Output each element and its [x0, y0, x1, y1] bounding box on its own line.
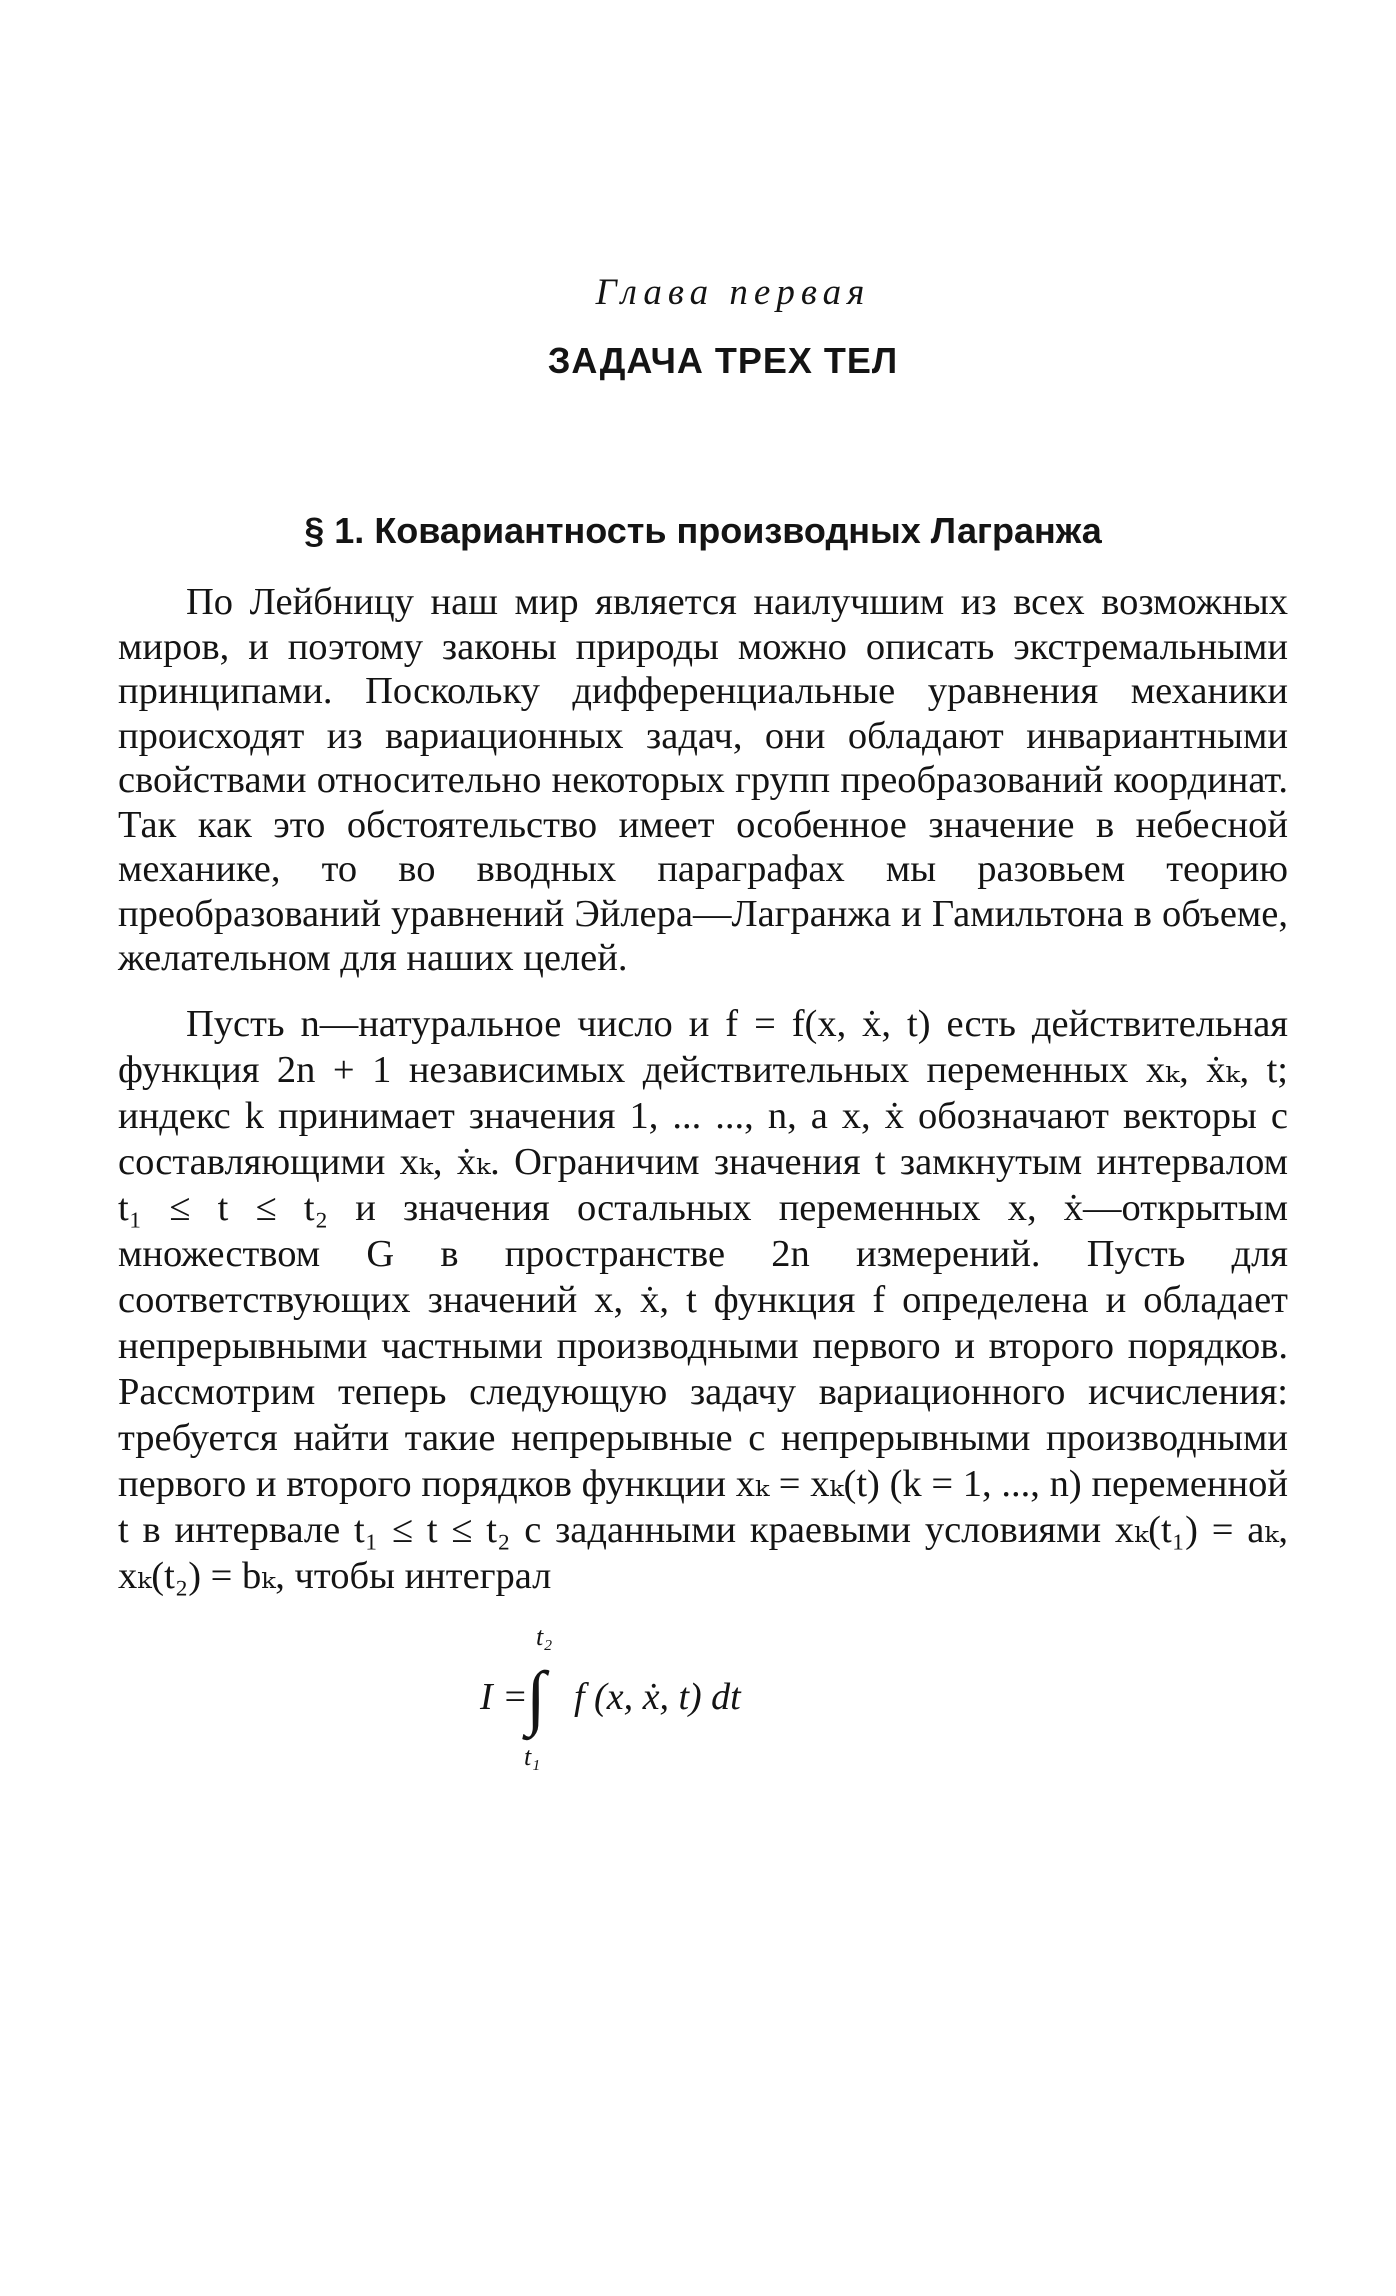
integral-lower-limit: t₁: [524, 1741, 541, 1771]
book-page: [118, 270, 1288, 1773]
paragraph-intro: По Лейбницу наш мир является наилучшим из всех возможных миров, и поэтому законы природы можно описать экстремальными принципами. Поскольку дифференциальные уравнения механики происходят из вариационных задач, они обладают инвариантными свойствами относительно некоторых групп преобразований координат. Так как это обстоятельство имеет особенное значение в небесной механике, то во вводных параграфах мы разовьем теорию преобразований уравнений Эйлера—Лагранжа и Гамильтона в объеме, желательном для наших целей.: [118, 581, 1288, 979]
integral-upper-limit: t₂: [536, 1622, 553, 1651]
section-title: § 1. Ковариантность производных Лагранжа: [304, 510, 1102, 551]
chapter-label: Глава первая: [595, 272, 871, 313]
integrand: f (x, ẋ, t) dt: [574, 1675, 741, 1718]
integral-sign: ∫: [526, 1656, 546, 1737]
formula-lhs: I =: [480, 1675, 528, 1718]
paragraph-problem-statement: Пусть n—натуральное число и f = f(x, ẋ, t) есть действительная функция 2n + 1 независимых действительных переменных xₖ, ẋₖ, t; индекс k принимает значения 1, ... ..., n, а x, ẋ обозначают векторы с составляющими xₖ, ẋₖ. Ограничим значения t замкнутым интервалом t₁ ≤ t ≤ t₂ и значения остальных переменных x, ẋ—открытым множеством G в пространстве 2n измерений. Пусть для соответствующих значений x, ẋ, t функция f определена и обладает непрерывными частными производными первого и второго порядков. Рассмотрим теперь следующую задачу вариационного исчисления: требуется найти такие непрерывные с непрерывными производными первого и второго порядков функции xₖ = xₖ(t) (k = 1, ..., n) переменной t в интервале t₁ ≤ t ≤ t₂ с заданными краевыми условиями xₖ(t₁) = aₖ, xₖ(t₂) = bₖ, чтобы интеграл: [118, 1002, 1288, 1597]
integral-formula: [118, 1623, 1288, 1773]
chapter-title: ЗАДАЧА ТРЕХ ТЕЛ: [547, 340, 899, 381]
integral-formula-svg: [478, 1623, 858, 1773]
